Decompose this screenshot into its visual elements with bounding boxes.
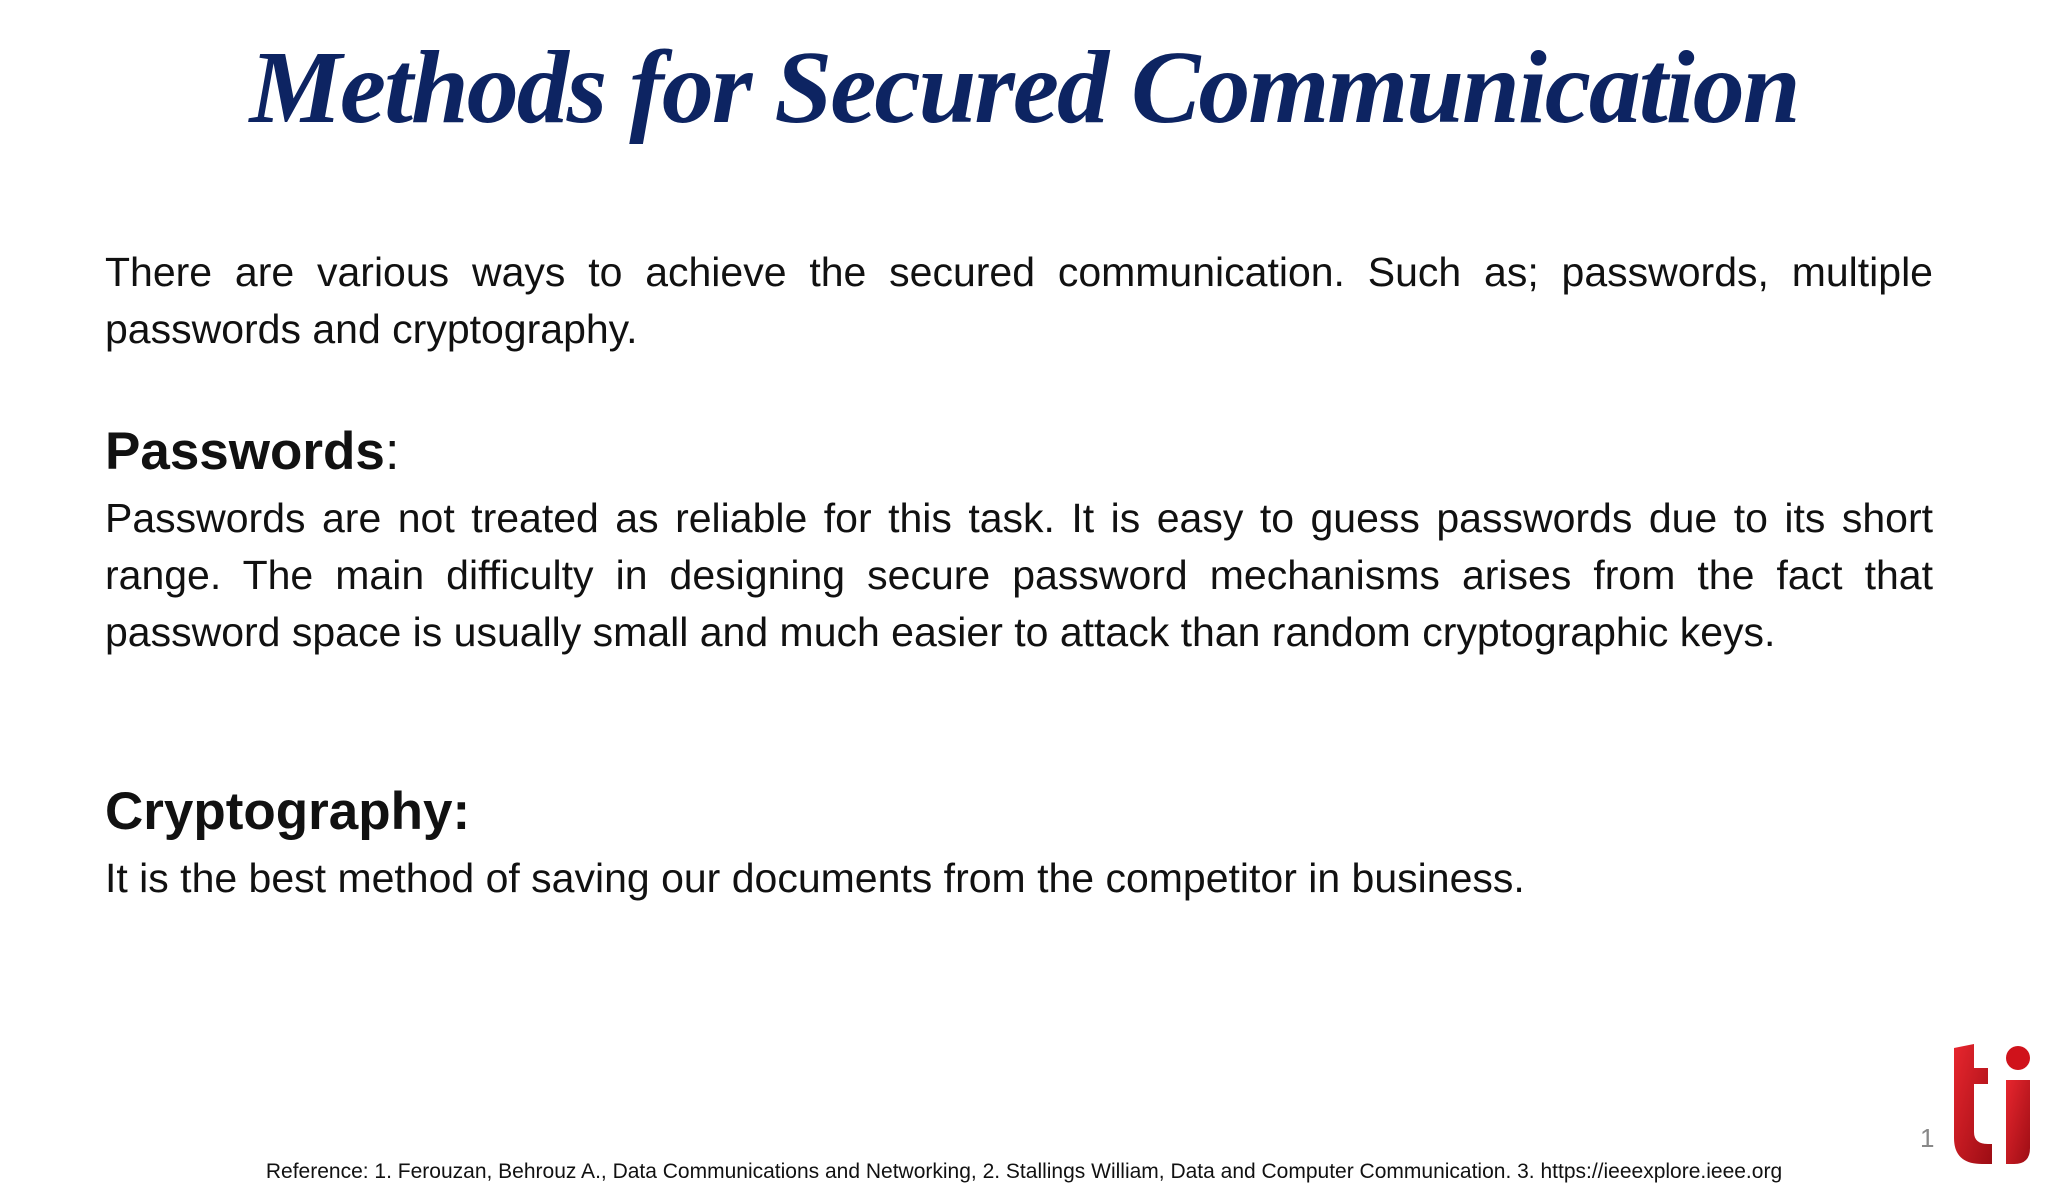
ti-logo-icon — [1948, 1040, 2038, 1170]
cryptography-paragraph: It is the best method of saving our documents from the competitor in business. — [105, 855, 1525, 901]
cryptography-heading: Cryptography: — [105, 782, 471, 841]
passwords-heading-colon: : — [384, 422, 400, 481]
passwords-paragraph: Passwords are not treated as reliable for this task. It is easy to guess passwords due to its short range. The main difficulty in designing secure password mechanisms arises from the fact that password space is usually small and much easier to attack than random cryptographic keys. — [105, 495, 1933, 655]
page-number: 1 — [1920, 1123, 1935, 1153]
slide-title: Methods for Secured Communication — [249, 30, 1799, 145]
passwords-heading-text: Passwords — [105, 422, 385, 481]
intro-paragraph: There are various ways to achieve the secured communication. Such as; passwords, multiple passwords and cryptography. — [105, 249, 1933, 352]
reference-footer: Reference: 1. Ferouzan, Behrouz A., Data Communications and Networking, 2. Stallings William, Data and Computer Communication. 3. https://ieeexplore.ieee.org — [265, 1160, 1783, 1183]
passwords-heading — [105, 423, 400, 481]
